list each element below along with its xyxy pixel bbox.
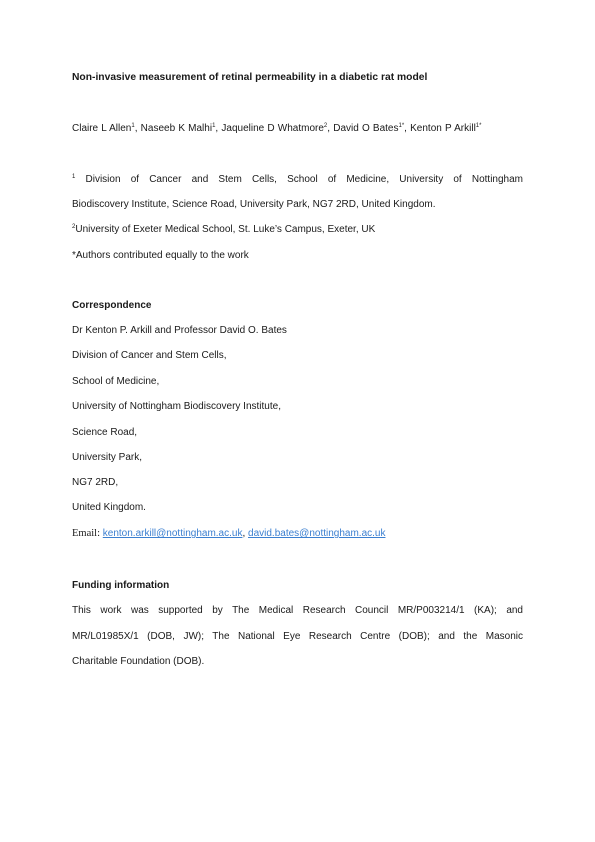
author-list: Claire L Allen$^1$, Naseeb K Malhi$^1$, Jaqueline D Whatmore$^2$, David O Bates$^{1*}$, Kenton P Arkill$^{1*}$ bbox=[72, 123, 482, 134]
correspondence-line: University of Nottingham Biodiscovery Institute, bbox=[72, 401, 281, 412]
equal-contribution-note: *Authors contributed equally to the work bbox=[72, 250, 249, 261]
author-affiliation-mark: 1 bbox=[212, 123, 216, 129]
correspondence-line: NG7 2RD, bbox=[72, 477, 119, 488]
author-name: Naseeb K Malhi bbox=[140, 123, 213, 134]
funding-line-1: This work was supported by The Medical Research Council MR/P003214/1 (KA); and bbox=[72, 605, 523, 616]
paper-title: Non-invasive measurement of retinal permeability in a diabetic rat model bbox=[72, 72, 428, 83]
email-link-bates[interactable]: david.bates@nottingham.ac.uk bbox=[248, 528, 386, 539]
funding-line-3: Charitable Foundation (DOB). bbox=[72, 656, 205, 667]
correspondence-line: Dr Kenton P. Arkill and Professor David O. Bates bbox=[72, 325, 287, 336]
funding-line-2: MR/L01985X/1 (DOB, JW); The National Eye Research Centre (DOB); and the Masonic bbox=[72, 631, 523, 642]
correspondence-line: Division of Cancer and Stem Cells, bbox=[72, 350, 227, 361]
email-label: Email: bbox=[72, 528, 100, 539]
affiliation-2 bbox=[72, 224, 375, 236]
correspondence-line: Science Road, bbox=[72, 427, 138, 438]
author-affiliation-mark: 2 bbox=[323, 123, 328, 129]
author-name: Jaqueline D Whatmore bbox=[221, 123, 324, 134]
correspondence-line: United Kingdom. bbox=[72, 502, 146, 513]
author-affiliation-mark: 1 bbox=[131, 123, 135, 129]
correspondence-line: School of Medicine, bbox=[72, 376, 160, 387]
correspondence-heading: Correspondence bbox=[72, 300, 152, 311]
correspondence-line: University Park, bbox=[72, 452, 143, 463]
email-separator: , bbox=[242, 528, 249, 539]
author-name: David O Bates bbox=[333, 123, 399, 134]
email-link-arkill[interactable]: kenton.arkill@nottingham.ac.uk bbox=[102, 528, 243, 539]
affiliation-text: Division of Cancer and Stem Cells, School of Medicine, University of Nottingham bbox=[85, 174, 524, 185]
affiliation-mark: 2 bbox=[72, 224, 76, 230]
funding-heading: Funding information bbox=[72, 580, 170, 591]
author-name: Claire L Allen bbox=[72, 123, 132, 134]
affiliation-text: University of Exeter Medical School, St. Luke’s Campus, Exeter, UK bbox=[75, 224, 376, 235]
affiliation-1-line-2: Biodiscovery Institute, Science Road, University Park, NG7 2RD, United Kingdom. bbox=[72, 199, 436, 210]
author-affiliation-mark: 1* bbox=[398, 123, 405, 129]
author-affiliation-mark: 1* bbox=[475, 123, 482, 129]
affiliation-1-line-1 bbox=[72, 174, 523, 186]
affiliation-mark: 1 bbox=[72, 174, 76, 180]
author-name: Kenton P Arkill bbox=[410, 123, 476, 134]
email-line bbox=[72, 528, 385, 540]
